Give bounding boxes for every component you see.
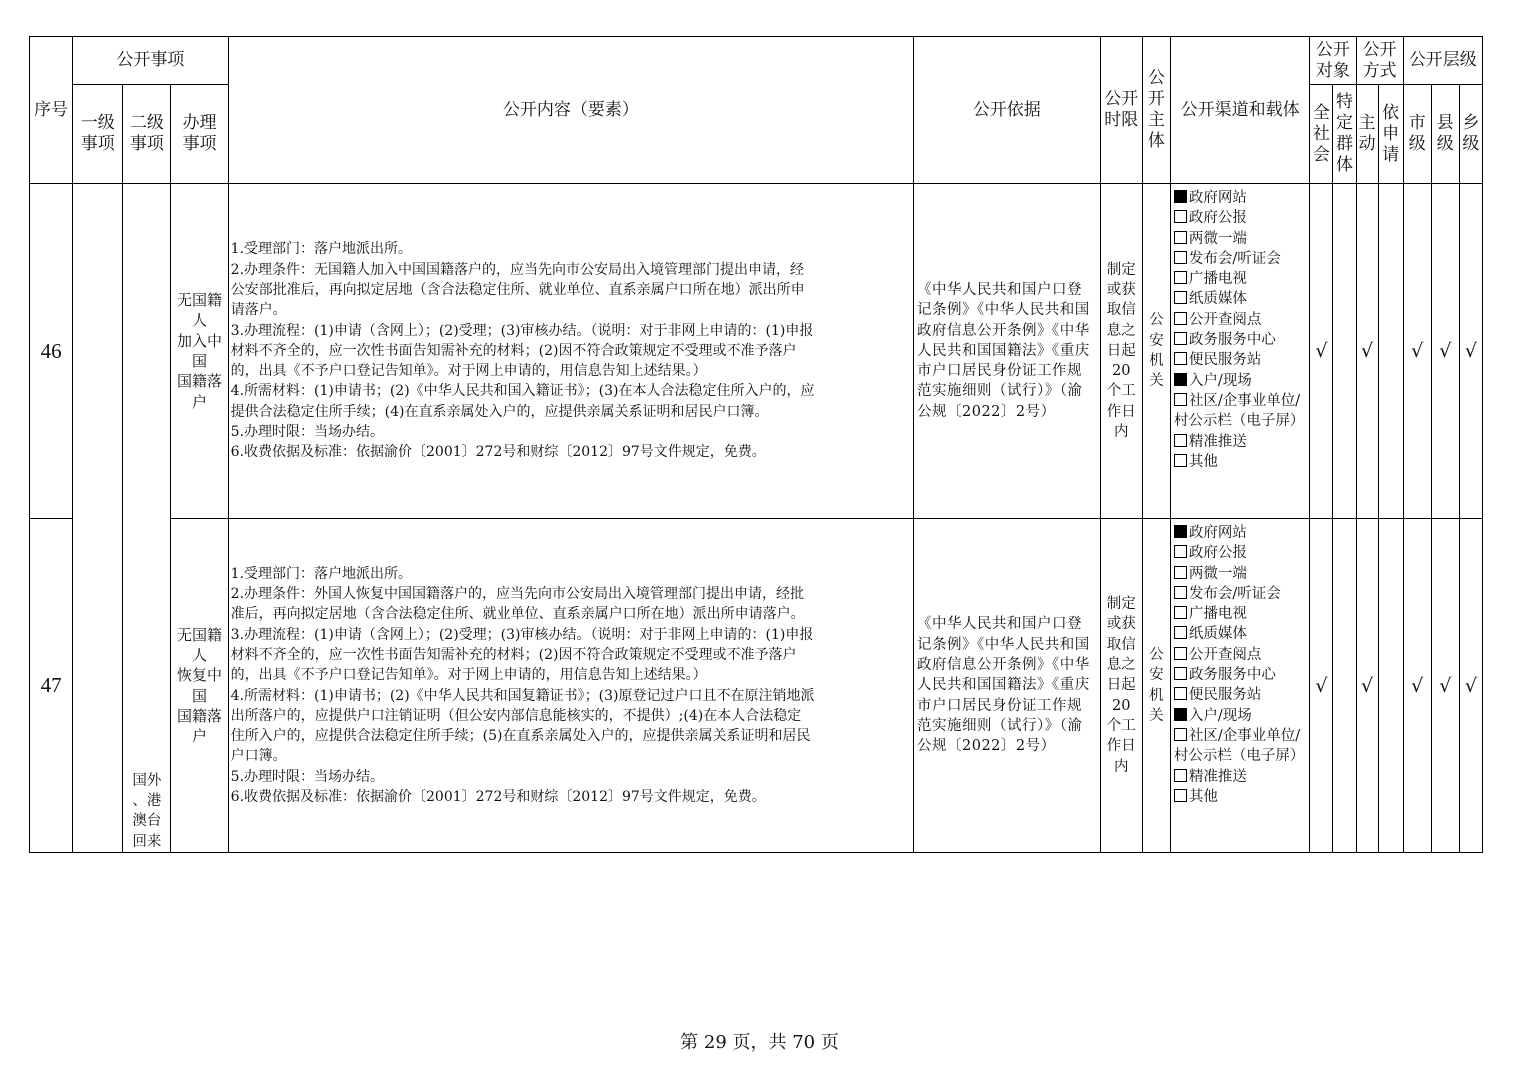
disclosure-table [29, 36, 1483, 853]
content-line: 1.受理部门：落户地派出所。 [230, 565, 413, 582]
channel-item [1174, 523, 1309, 543]
unchecked-box-icon [1174, 566, 1187, 579]
level1-cell [73, 184, 123, 853]
unchecked-box-icon [1174, 606, 1187, 619]
mark-county: √ [1431, 184, 1459, 519]
text-line: 县 [1436, 113, 1454, 133]
mark-town: √ [1459, 519, 1482, 853]
text-line: 级 [1436, 134, 1454, 154]
content-line: 的，出具《不予户口登记告知单》。对于网上申请的，用信息告知上述结果。） [230, 667, 707, 684]
channel-item [1174, 624, 1309, 644]
unchecked-box-icon [1174, 789, 1187, 802]
text-line: 会 [1312, 144, 1330, 165]
unchecked-box-icon [1174, 687, 1187, 700]
header-basis: 公开依据 [914, 37, 1101, 184]
checked-box-icon [1174, 525, 1187, 538]
header-channel: 公开渠道和载体 [1170, 37, 1309, 184]
channel-label: 发布会/听证会 [1188, 585, 1281, 602]
text-line: 事项 [80, 134, 115, 154]
row-index: 47 [30, 519, 73, 853]
content-line: 提供合法稳定住所手续；(4)在直系亲属处入户的，应提供亲属关系证明和居民户口簿。 [230, 403, 769, 420]
channel-item [1174, 543, 1309, 563]
unchecked-box-icon [1174, 586, 1187, 599]
unchecked-box-icon [1174, 667, 1187, 680]
unchecked-box-icon [1174, 626, 1187, 639]
channel-label: 入户/现场 [1188, 707, 1252, 724]
text-line: 内 [1113, 758, 1129, 775]
header-target-all [1310, 85, 1333, 184]
basis-cell: 《中华人民共和国户口登记条例》《中华人民共和国政府信息公开条例》《中华人民共和国国籍法》《重庆市户口居民身份证工作规范实施细则（试行）》（渝公规〔2022〕2号） [914, 519, 1101, 853]
channel-item [1174, 452, 1309, 472]
mark-all: √ [1310, 519, 1333, 853]
unchecked-box-icon [1174, 231, 1187, 244]
channel-item [1174, 432, 1309, 452]
channel-label: 社区/企事业单位/村公示栏（电子屏） [1173, 392, 1305, 430]
header-target-group [1333, 85, 1356, 184]
channel-label: 其他 [1188, 453, 1218, 470]
text-line: 市 [1408, 113, 1426, 133]
text-line: 主 [1358, 113, 1376, 133]
channel-item [1174, 706, 1309, 726]
text-line: 公开 [1362, 39, 1397, 60]
channel-label: 便民服务站 [1188, 687, 1262, 704]
text-line: 或获 [1106, 616, 1136, 633]
text-line: 方式 [1362, 60, 1397, 81]
text-line: 息之 [1106, 322, 1136, 339]
mark-town: √ [1459, 184, 1482, 519]
subject-cell [1142, 184, 1170, 519]
channel-item [1174, 685, 1309, 705]
text-line: 澳台 [132, 813, 162, 830]
header-subject [1142, 37, 1170, 184]
unchecked-box-icon [1174, 393, 1187, 406]
content-line: 材料不齐全的，应一次性书面告知需补充的材料；(2)因不符合政策规定不受理或不准予落户 [230, 342, 797, 359]
mark-active: √ [1356, 519, 1378, 853]
text-line: 定 [1335, 113, 1353, 133]
unchecked-box-icon [1174, 545, 1187, 558]
unchecked-box-icon [1174, 312, 1187, 325]
text-line: 体 [1147, 131, 1165, 151]
text-line: 级 [1462, 134, 1480, 154]
text-line: 对象 [1315, 60, 1350, 81]
table-row [30, 184, 1483, 519]
unchecked-box-icon [1174, 332, 1187, 345]
page-footer: 第 29 页，共 70 页 [680, 1032, 839, 1053]
channel-list [1170, 519, 1309, 853]
unchecked-box-icon [1174, 769, 1187, 782]
text-line: 依 [1382, 102, 1400, 123]
text-line: 无国籍人 [177, 625, 223, 664]
content-line: 3.办理流程：(1)申请（含网上）；(2)受理；(3)审核办结。（说明：对于非网上申请的：(1)申报 [230, 626, 814, 643]
text-line: 制定 [1106, 596, 1136, 613]
channel-label: 纸质媒体 [1188, 291, 1247, 308]
text-line: 时限 [1104, 110, 1139, 130]
text-line: 特 [1335, 92, 1353, 112]
text-line: 体 [1335, 155, 1353, 175]
text-line: 群 [1335, 134, 1353, 154]
unchecked-box-icon [1174, 271, 1187, 284]
header-level-city [1403, 85, 1431, 184]
text-line: 作日 [1106, 738, 1136, 755]
time-limit-cell [1100, 519, 1142, 853]
mark-city: √ [1403, 184, 1431, 519]
content-line: 4.所需材料：(1)申请书；(2)《中华人民共和国入籍证书》；(3)在本人合法稳定住所入户的，应 [230, 383, 815, 400]
header-method-apply [1378, 85, 1403, 184]
text-line: 取信 [1106, 636, 1136, 653]
text-line: 息之 [1106, 657, 1136, 674]
channel-label: 公开查阅点 [1188, 311, 1262, 328]
mark-city: √ [1403, 519, 1431, 853]
channel-label: 精准推送 [1188, 768, 1247, 785]
header-matters: 公开事项 [73, 37, 229, 85]
text-line: 全 [1312, 102, 1330, 123]
table-row [30, 519, 1483, 853]
basis-cell: 《中华人民共和国户口登记条例》《中华人民共和国政府信息公开条例》《中华人民共和国国籍法》《重庆市户口居民身份证工作规范实施细则（试行）》（渝公规〔2022〕2号） [914, 184, 1101, 519]
level2-cell [123, 184, 171, 853]
text-line: 个工 [1106, 717, 1136, 734]
content-line: 5.办理时限：当场办结。 [230, 768, 385, 785]
channel-label: 公开查阅点 [1188, 646, 1262, 663]
channel-item [1174, 249, 1309, 269]
text-line: 加入中国 [177, 331, 223, 370]
text-line: 社 [1312, 123, 1330, 144]
header-method [1356, 37, 1403, 85]
checked-box-icon [1174, 373, 1187, 386]
channel-item [1174, 726, 1309, 767]
mark-group [1333, 519, 1356, 853]
subject-cell [1142, 519, 1170, 853]
text-line: 国籍落户 [177, 706, 223, 746]
channel-label: 广播电视 [1188, 606, 1247, 623]
channel-label: 政务服务中心 [1188, 667, 1276, 684]
channel-label: 政务服务中心 [1188, 332, 1276, 349]
content-cell [228, 519, 913, 853]
mark-apply [1378, 184, 1403, 519]
text-line: 内 [1113, 424, 1129, 441]
channel-label: 两微一端 [1188, 565, 1247, 582]
channel-item [1174, 604, 1309, 624]
content-line: 5.办理时限：当场办结。 [230, 424, 385, 441]
channel-item [1174, 564, 1309, 584]
mark-group [1333, 184, 1356, 519]
channel-item [1174, 584, 1309, 604]
unchecked-box-icon [1174, 647, 1187, 660]
header-level-town [1459, 85, 1482, 184]
channel-label: 纸质媒体 [1188, 626, 1247, 643]
text-line: 级 [1408, 134, 1426, 154]
text-line: 公开 [1315, 39, 1350, 60]
header-content: 公开内容（要素） [228, 37, 913, 184]
text-line: 公开 [1104, 89, 1139, 109]
content-line: 出所落户的，应提供户口注销证明（但公安内部信息能核实的，不提供）;(4)在本人合法稳定 [230, 707, 802, 724]
content-line: 2.办理条件：无国籍人加入中国国籍落户的，应当先向市公安局出入境管理部门提出申请，经 [230, 261, 805, 278]
unchecked-box-icon [1174, 210, 1187, 223]
text-line: 动 [1358, 134, 1376, 154]
channel-label: 其他 [1188, 788, 1218, 805]
content-line: 4.所需材料：(1)申请书；(2)《中华人民共和国复籍证书》；(3)原登记过户口且不在原注销地派 [230, 687, 815, 704]
unchecked-box-icon [1174, 728, 1187, 741]
channel-label: 广播电视 [1188, 271, 1247, 288]
content-line: 的，出具《不予户口登记告知单》。对于网上申请的，用信息告知上述结果。） [230, 363, 707, 380]
text-line: 办理 [182, 113, 217, 133]
text-line: 请 [1382, 144, 1400, 165]
header-method-active [1356, 85, 1378, 184]
content-line: 户口簿。 [230, 748, 287, 765]
channel-label: 发布会/听证会 [1188, 250, 1281, 267]
text-line: 制定 [1106, 261, 1136, 278]
content-cell [228, 184, 913, 519]
channel-item [1174, 767, 1309, 787]
channel-label: 政府公报 [1188, 210, 1247, 227]
unchecked-box-icon [1174, 434, 1187, 447]
text-line: 国籍落户 [177, 372, 223, 411]
text-line: 关 [1149, 373, 1164, 390]
content-line: 请落户。 [230, 302, 287, 319]
text-line: 乡 [1462, 113, 1480, 133]
text-line: 事项 [129, 134, 164, 154]
time-limit-cell [1100, 184, 1142, 519]
header-handle [171, 85, 228, 184]
checked-box-icon [1174, 190, 1187, 203]
channel-item [1174, 330, 1309, 350]
channel-label: 入户/现场 [1188, 372, 1252, 389]
text-line: 事项 [182, 134, 217, 154]
text-line: 日起 [1106, 342, 1136, 359]
header-level-county [1431, 85, 1459, 184]
channel-list [1170, 184, 1309, 519]
channel-item [1174, 391, 1309, 432]
header-level2 [123, 85, 171, 184]
content-line: 3.办理流程：(1)申请（含网上）；(2)受理；(3)审核办结。（说明：对于非网上申请的：(1)申报 [230, 322, 814, 339]
text-line: 或获 [1106, 281, 1136, 298]
text-line: 开 [1147, 89, 1165, 109]
channel-item [1174, 269, 1309, 289]
text-line: 个工 [1106, 383, 1136, 400]
row-index: 46 [30, 184, 73, 519]
content-line: 材料不齐全的，应一次性书面告知需补充的材料；(2)因不符合政策规定不受理或不准予落户 [230, 646, 797, 663]
content-line: 6.收费依据及标准：依据渝价〔2001〕272号和财综〔2012〕97号文件规定，免费。 [230, 444, 766, 461]
text-line: 日起 [1106, 677, 1136, 694]
mark-apply [1378, 519, 1403, 853]
text-line: 关 [1149, 707, 1164, 724]
unchecked-box-icon [1174, 454, 1187, 467]
header-target [1310, 37, 1356, 85]
channel-label: 政府网站 [1188, 525, 1247, 541]
text-line: 安 [1149, 332, 1164, 349]
text-line: 取信 [1106, 302, 1136, 319]
channel-item [1174, 371, 1309, 391]
mark-county: √ [1431, 519, 1459, 853]
text-line: 回来 [132, 833, 162, 850]
text-line: 国外 [132, 772, 162, 789]
text-line: 、港 [132, 793, 162, 810]
text-line: 公 [1147, 68, 1165, 88]
channel-item [1174, 645, 1309, 665]
text-line: 无国籍人 [177, 291, 223, 330]
content-line: 1.受理部门：落户地派出所。 [230, 241, 413, 258]
content-line: 准后，再向拟定居地（含合法稳定住所、就业单位、直系亲属户口所在地）派出所申请落户。 [230, 606, 805, 623]
channel-label: 社区/企事业单位/村公示栏（电子屏） [1173, 727, 1305, 765]
text-line: 一级 [80, 113, 115, 133]
channel-item [1174, 229, 1309, 249]
text-line: 恢复中国 [177, 666, 223, 705]
channel-item [1174, 310, 1309, 330]
content-line: 2.办理条件：外国人恢复中国国籍落户的，应当先向市公安局出入境管理部门提出申请，经批 [230, 586, 805, 603]
handle-item [171, 184, 228, 519]
handle-item [171, 519, 228, 853]
text-line: 公 [1149, 312, 1164, 329]
channel-label: 政府公报 [1188, 545, 1247, 562]
unchecked-box-icon [1174, 291, 1187, 304]
header-seq: 序号 [30, 37, 73, 184]
content-line: 6.收费依据及标准：依据渝价〔2001〕272号和财综〔2012〕97号文件规定，免费。 [230, 788, 766, 805]
checked-box-icon [1174, 708, 1187, 721]
content-line: 公安部批准后，再向拟定居地（含合法稳定住所、就业单位、直系亲属户口所在地）派出所申 [230, 281, 805, 298]
channel-label: 精准推送 [1188, 433, 1247, 450]
text-line: 20 [1111, 363, 1131, 380]
text-line: 安 [1149, 667, 1164, 684]
text-line: 申 [1382, 123, 1400, 144]
channel-item [1174, 208, 1309, 228]
content-line: 住所入户的，应提供合法稳定住所手续；(5)在直系亲属处入户的，应提供亲属关系证明和居民 [230, 728, 811, 745]
unchecked-box-icon [1174, 352, 1187, 365]
text-line: 20 [1111, 697, 1131, 714]
channel-item [1174, 350, 1309, 370]
channel-label: 便民服务站 [1188, 352, 1262, 369]
channel-item [1174, 188, 1309, 208]
channel-label: 两微一端 [1188, 230, 1247, 247]
text-line: 二级 [129, 113, 164, 133]
text-line: 作日 [1106, 403, 1136, 420]
text-line: 公 [1149, 646, 1164, 663]
text-line: 机 [1149, 687, 1164, 704]
mark-all: √ [1310, 184, 1333, 519]
text-line: 主 [1147, 110, 1165, 130]
unchecked-box-icon [1174, 251, 1187, 264]
channel-label: 政府网站 [1188, 190, 1247, 206]
channel-item [1174, 289, 1309, 309]
channel-item [1174, 665, 1309, 685]
channel-item [1174, 787, 1309, 807]
header-level1 [73, 85, 123, 184]
text-line: 机 [1149, 353, 1164, 369]
mark-active: √ [1356, 184, 1378, 519]
header-level: 公开层级 [1403, 37, 1482, 85]
header-time-limit [1100, 37, 1142, 184]
